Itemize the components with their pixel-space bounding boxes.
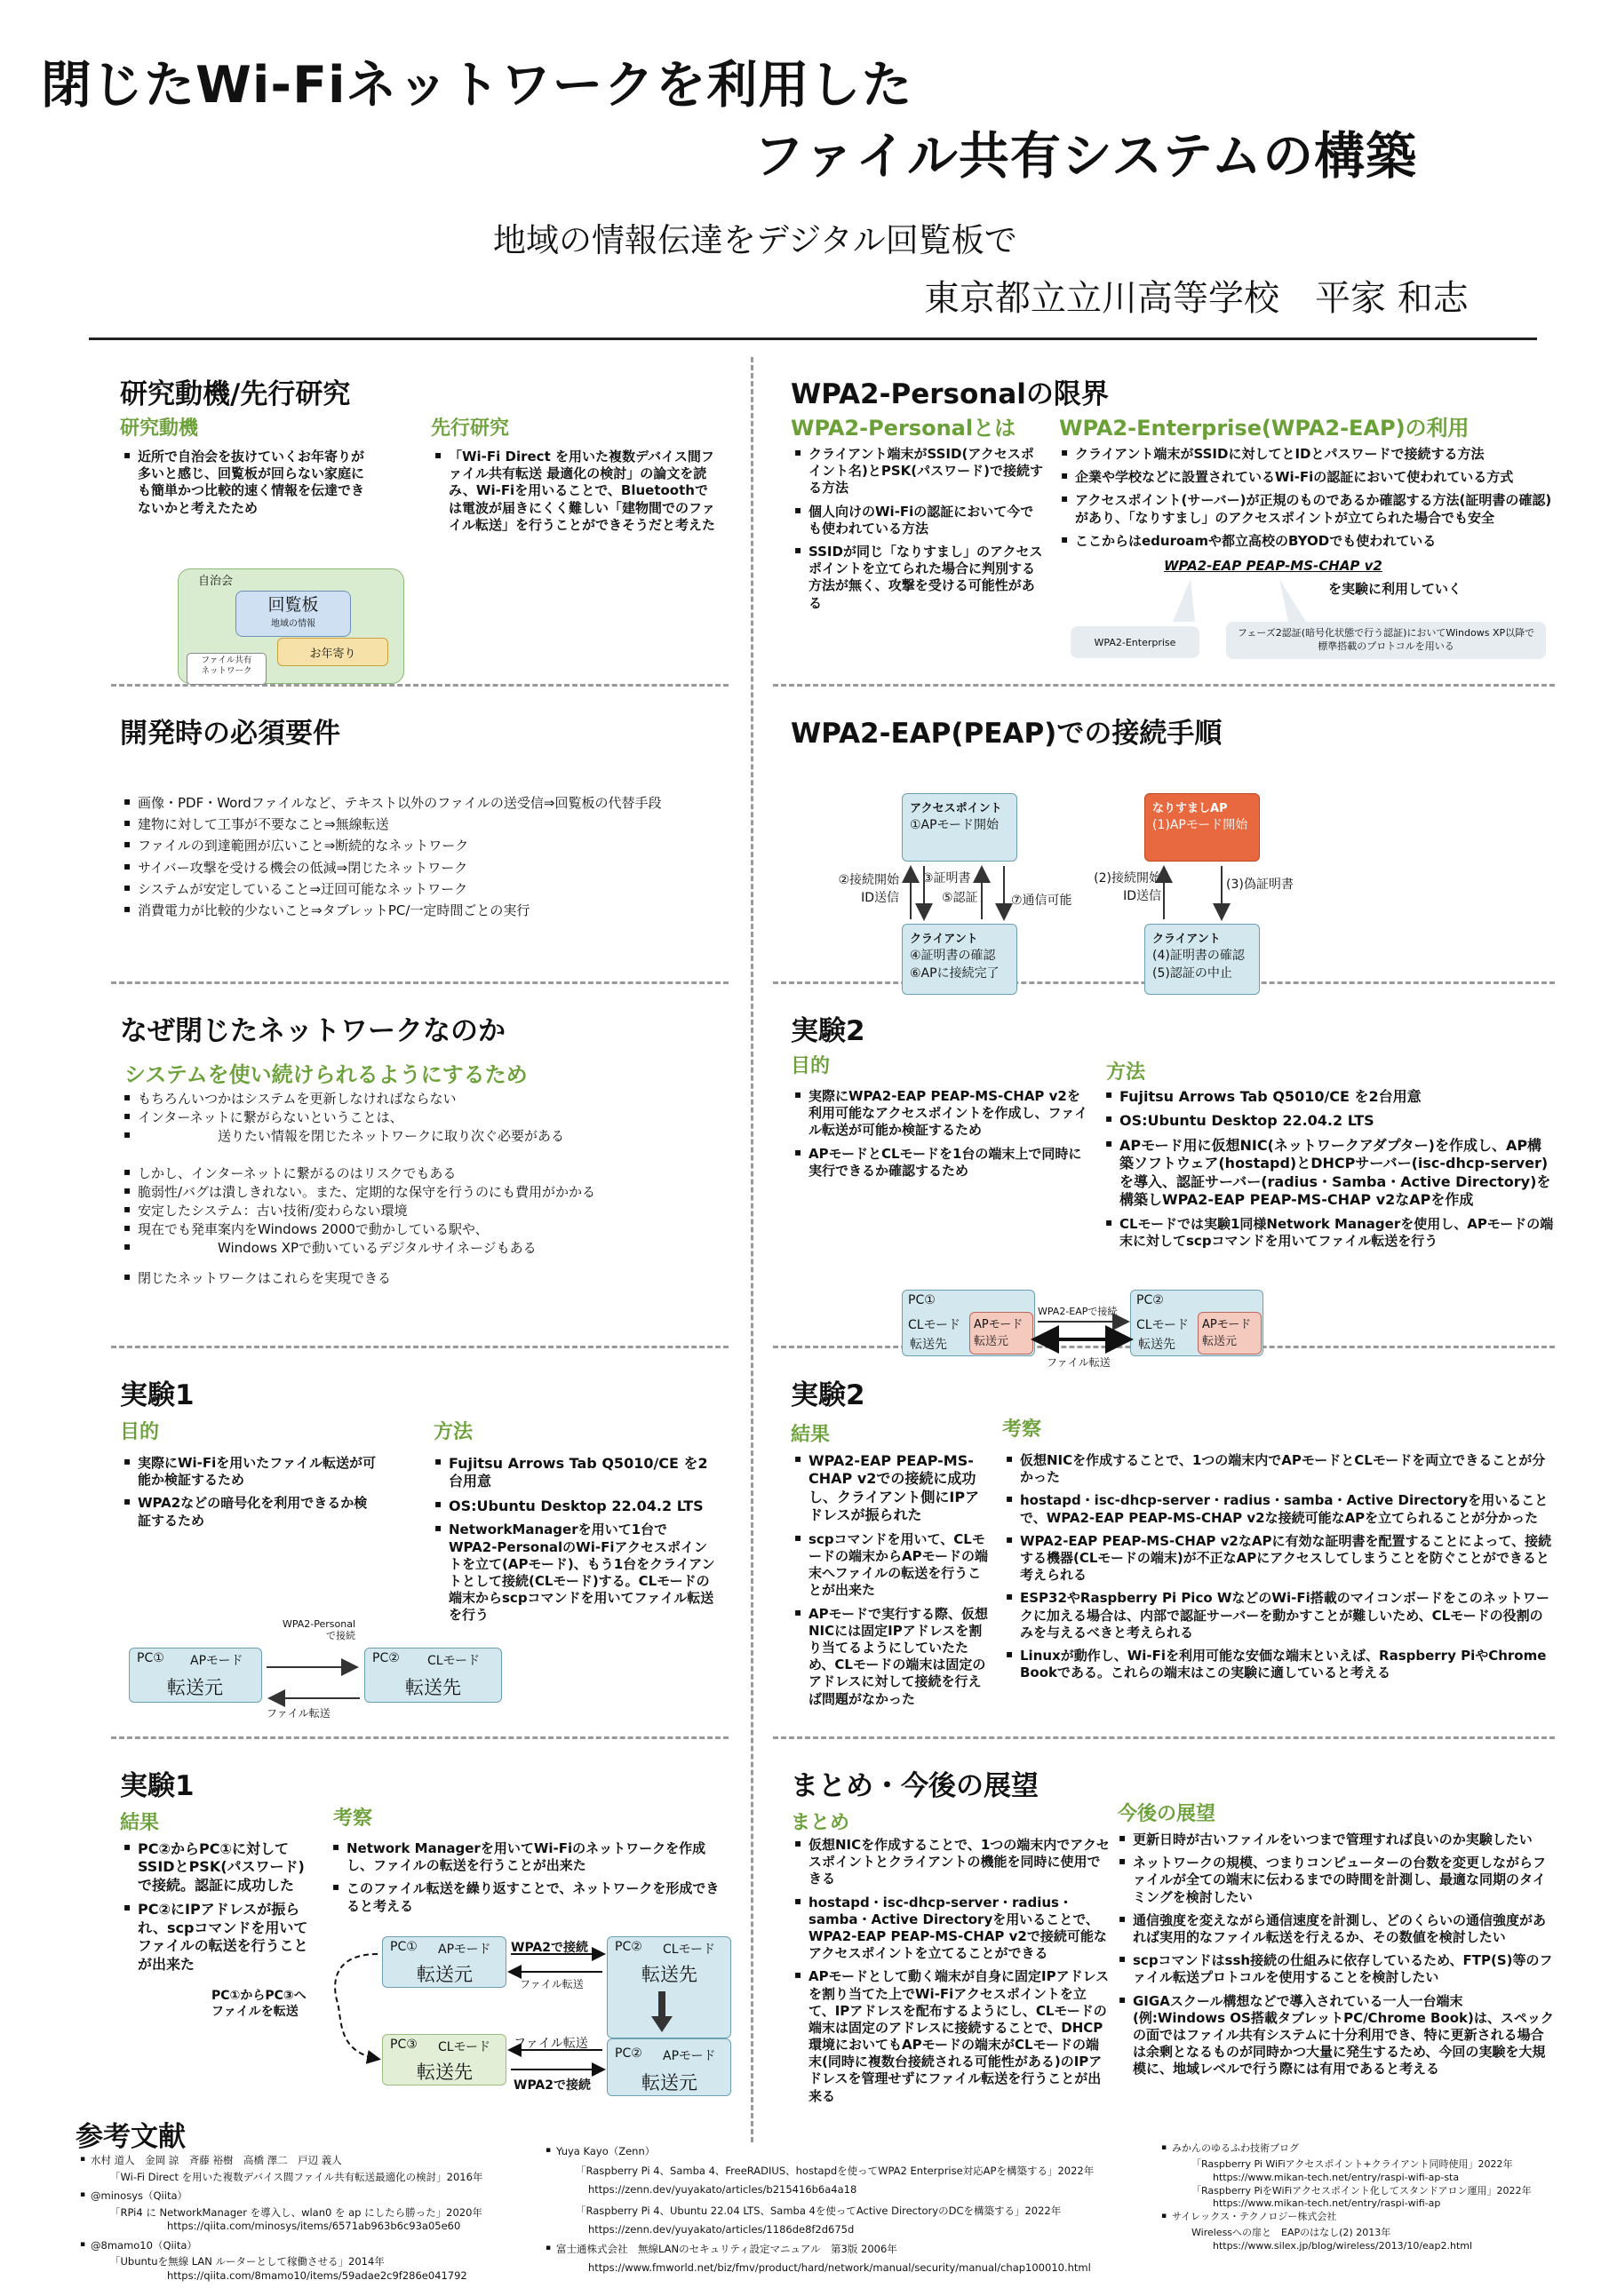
ref-line: 「Raspberry Pi 4、Ubuntu 22.04 LTS、Samba 4を使ってActive DirectoryのDCを構築する」2022年 [576,2204,1062,2217]
section-heading: なぜ閉じたネットワークなのか [120,1015,506,1047]
subheading: まとめ [791,1812,850,1834]
step7-label: ⑦通信可能 [1011,894,1072,908]
fake-step3-label: (3)偽証明書 [1226,878,1294,892]
list-item: ▪ scpコマンドはssh接続の仕組みに依存しているため、FTP(S)等のファイル転送プロトコルを使用することを検討したい [1115,1952,1555,1986]
list-item: ▪ scpコマンドを用いて、CLモードの端末からAPモードの端末へファイルの転送を行うことが出来た [791,1531,991,1600]
list-item: ▪ 仮想NICを作成することで、1つの端末内でアクセスポイントとクライアントの機能を同時に使用できる [791,1837,1111,1888]
disc-list [1002,1452,1555,1688]
callout-phase2: フェーズ2認証(暗号化状態で行う認証)においてWindows XP以降で標準搭載のプロトコルを用いる [1226,622,1546,659]
future-list [1115,1831,1555,2084]
purpose-list [120,1455,378,1536]
ft-label: ファイル転送 [514,2037,588,2051]
result-list [791,1452,991,1714]
ref-line: 「RPi4 に NetworkManager を導入し、wlan0 を ap にしたら勝った」2020年 [110,2205,482,2219]
list-item: ▪ ESP32やRaspberry Pi Pico WなどのWi-Fi搭載のマイコンボードをこのネットワークに加える場合は、内部で認証サーバーを動かすことが難しいため、CLモードの役割のみを与えるべきと考えられる [1002,1590,1555,1641]
ref-item: ▪ サイレックス・テクノロジー株式会社 [1159,2211,1568,2224]
ref-line: 「Raspberry Pi 4、Samba 4、FreeRADIUS、hostapdを使ってWPA2 Enterprise対応APを構築する」2022年 [576,2164,1095,2177]
refs-col2 [544,2145,1183,2276]
ref-item: ▪ 富士通株式会社 無線LANのセキュリティ設定マニュアル 第3版 2006年 [544,2243,1183,2257]
section-heading: 研究動機/先行研究 [120,378,351,410]
list-item: ▪ 安定したシステム：古い技術/変わらない環境 [120,1203,724,1220]
ref-line: 「Ubuntuを無線 LAN ルーターとして稼働させる」2014年 [110,2255,385,2268]
ref-line: Wirelessへの扉と EAPのはなし(2) 2013年 [1191,2227,1391,2239]
list-item: ▪ 閉じたネットワークはこれらを実現できる [120,1270,724,1287]
wpa-label: WPA2で接続 [514,2078,591,2093]
list-item: ▪ クライアント端末がSSID(アクセスポイント名)とPSK(パスワード)で接続する方法 [791,446,1044,497]
list-item: ▪ OS:Ubuntu Desktop 22.04.2 LTS [431,1498,715,1515]
disc-list [329,1840,724,1921]
list-item: ▪ Windows XPで動いているデジタルサイネージもある [120,1240,724,1257]
list-item: ▪ ネットワークの規模、つまりコンピューターの台数を変更しながらファイルが全ての端末に伝わるまでの時間を計測し、最適な同期のタイミングを検討したい [1115,1855,1555,1906]
subtitle: 地域の情報伝達をデジタル回覧板で [493,221,1017,259]
step2-label: ②接続開始 ID送信 [838,873,899,905]
ref-item: ▪ みかんのゆるふわ技術ブログ [1159,2142,1568,2156]
pc2-box: PC② CLモード 転送先 APモード 転送元 [1130,1290,1263,1356]
list-item: ▪ CLモードでは実験1同様Network Managerを使用し、APモードの端末に対してscpコマンドを用いてファイル転送を行う [1102,1216,1555,1250]
motive-list [120,449,373,523]
divider [111,1736,729,1739]
list-item: ▪ Fujitsu Arrows Tab Q5010/CE を2台用意 [1102,1088,1555,1106]
pc3-box: PC③ CLモード 転送先 [382,2034,506,2085]
list-item: ▪ APモードとCLモードを1台の端末上で同時に実行できるか確認するため [791,1146,1088,1180]
list-item: ▪ ファイルの到達範囲が広いこと⇒断続的なネットワーク [120,838,724,854]
subheading: システムを使い続けられるようにするため [124,1062,528,1087]
pc1-box: PC① APモード 転送元 [129,1648,262,1703]
divider [773,1736,1555,1739]
ref-url: https://www.mikan-tech.net/entry/raspi-wifi-ap-sta [1213,2171,1460,2183]
section-heading: 実験1 [120,1379,195,1411]
ref-url: https://www.fmworld.net/biz/fmv/product/hard/network/manual/security/manual/chap100010.html [588,2261,1091,2275]
pc2-ap-box: PC② APモード 転送元 [607,2038,731,2096]
ref-url: https://www.silex.jp/blog/wireless/2013/10/eap2.html [1213,2239,1473,2252]
client2-box: クライアント (4)証明書の確認 (5)認証の中止 [1144,924,1260,995]
purpose-list [791,1088,1088,1186]
fake-ap-box: なりすましAP (1)APモード開始 [1144,793,1260,862]
divider [111,1346,729,1348]
otoshiyori-box: お年寄り [277,638,388,666]
client-box: クライアント ④証明書の確認 ⑥APに接続完了 [902,924,1017,995]
list-item: ▪ 消費電力が比較的少ないこと⇒タブレットPC/一定時間ごとの実行 [120,902,724,919]
list-item: ▪ 企業や学校などに設置されているWi-Fiの認証において使われている方式 [1057,469,1564,486]
subheading: 先行研究 [431,417,510,440]
section-heading: WPA2-EAP(PEAP)での接続手順 [791,718,1223,750]
ref-line: 「Raspberry PiをWiFiアクセスポイント化してスタンドアロン運用」2022年 [1191,2184,1532,2197]
list-item: ▪ しかし、インターネットに繋がるのはリスクでもある [120,1165,724,1182]
requirements-list [120,795,724,924]
subheading: 結果 [120,1812,160,1834]
subheading: 考察 [333,1807,373,1830]
list-item: ▪ 実際にWPA2-EAP PEAP-MS-CHAP v2を利用可能なアクセスポイントを作成し、ファイル転送が可能か検証するため [791,1088,1088,1140]
enterprise-list [1057,446,1564,552]
list-item: ▪ WPA2-EAP PEAP-MS-CHAP v2なAPに有効な証明書を配置することによって、接続する機器(CLモードの端末)が不正なAPにアクセスしてしまうことを防ぐことができると考えられる [1002,1533,1555,1585]
ap-box: アクセスポイント ①APモード開始 [902,793,1017,862]
list-item: ▪ クライアント端末がSSIDに対してとIDとパスワードで接続する方法 [1057,446,1564,463]
list-item: ▪ 現在でも発車案内をWindows 2000で動かしている駅や、 [120,1221,724,1238]
list-item: ▪ 脆弱性/バグは潰しきれない。また、定期的な保守を行うのにも費用がかかる [120,1184,724,1201]
list-item: ▪ アクセスポイント(サーバー)が正規のものであるか確認する方法(証明書の確認)があり、「なりすまし」のアクセスポイントが立てられた場合でも安全 [1057,492,1564,526]
ft-label: ファイル転送 [520,1978,584,1990]
list-item: ▪ 送りたい情報を閉じたネットワークに取り次ぐ必要がある [120,1128,724,1145]
list-item: ▪ PC②にIPアドレスが振られ、scpコマンドを用いてファイルの転送を行うことが出来た [120,1901,311,1974]
list-item: ▪ hostapd・isc-dhcp-server・radius・samba・Active Directoryを用いることで、WPA2-EAP PEAP-MS-CHAP v2で接続可能なアクセスポイントを立てることができる [791,1895,1111,1963]
subheading: 目的 [791,1055,831,1077]
ref-url: https://www.mikan-tech.net/entry/raspi-wifi-ap [1213,2197,1441,2210]
ref-url: https://qiita.com/8mamo10/items/59adae2c9f286e041792 [167,2268,467,2282]
subheading: 結果 [791,1424,831,1446]
list-item: ▪ システムが安定していること⇒迂回可能なネットワーク [120,881,724,898]
title-line1: 閉じたWi-Fiネットワークを利用した [41,56,913,115]
list-item: ▪ 「Wi-Fi Direct を用いた複数デバイス間ファイル共有転送 最適化の検討」の論文を読み、Wi-Fiを用いることで、Bluetoothでは電波が届きにくく難しい「建物間でのファイル転送」を行うことができそうだと考えた [431,449,715,534]
list-item: ▪ PC②からPC①に対してSSIDとPSK(パスワード)で接続。認証に成功した [120,1840,311,1895]
subheading: WPA2-Personalとは [791,416,1016,441]
column-divider [751,357,753,2142]
list-item: ▪ WPA2-EAP PEAP-MS-CHAP v2での接続に成功し、クライアント側にIPアドレスが振られた [791,1452,991,1525]
ref-url: https://zenn.dev/yuyakato/articles/1186de8f2d675d [588,2223,855,2236]
subheading: 方法 [1106,1061,1146,1084]
list-item: ▪ hostapd・isc-dhcp-server・radius・samba・Active Directoryを用いることで、WPA2-EAP PEAP-MS-CHAP v2な接続可能なAPを立てられることが分かった [1002,1492,1555,1526]
wpa-label: WPA2で接続 [511,1941,588,1955]
subheading: 研究動機 [120,417,199,440]
list-item: ▪ ここからはeduroamや都立高校のBYODでも使われている [1057,533,1564,550]
pc1-box: PC① CLモード 転送先 APモード 転送元 [902,1290,1035,1356]
author: 東京都立立川高等学校 平家 和志 [924,278,1469,319]
why-list [120,1091,724,1291]
ref-item: ▪ @8mamo10（Qiita） [78,2239,540,2253]
ref-url: https://zenn.dev/yuyakato/articles/b215416b6a4a18 [588,2183,857,2197]
list-item: ▪ 実際にWi-Fiを用いたファイル転送が可能か検証するため [120,1455,378,1489]
wpa-label: WPA2-Personal で接続 [282,1618,355,1642]
ref-url: https://qiita.com/minosys/items/6571ab963b6c93a05e60 [167,2220,461,2233]
list-item: ▪ 建物に対して工事が不要なこと⇒無線転送 [120,816,724,833]
list-item: ▪ Fujitsu Arrows Tab Q5010/CE を2台用意 [431,1455,715,1491]
pc2-box: PC② CLモード 転送先 [364,1648,502,1703]
list-item: ▪ 近所で自治会を抜けていくお年寄りが多いと感じ、回覧板が回らない家庭にも簡単かつ比較的速く情報を伝達できないかと考えたため [120,449,373,517]
prior-list [431,449,715,540]
subheading: 方法 [434,1421,474,1443]
list-item: ▪ OS:Ubuntu Desktop 22.04.2 LTS [1102,1112,1555,1130]
list-item: ▪ WPA2などの暗号化を利用できるか検証するため [120,1495,378,1529]
subheading: 考察 [1002,1418,1042,1441]
result-list [120,1840,311,1980]
ref-item: ▪ @minosys（Qiita） [78,2189,540,2204]
wpa-label: WPA2-EAPで接続 [1038,1306,1118,1317]
section-heading: 実験2 [791,1379,865,1411]
fake-step2-label: (2)接続開始 ID送信 [1094,871,1161,903]
list-item: ▪ GIGAスクール構想などで導入されている一人一台端末(例:Windows OS搭載タブレットPC/Chrome Book)は、スペックの面ではファイル共有システムに十分利用でき、特に更新される場合は余剰となるものが同時かつ大量に発生するため、今回の実験を大規模に、地域レベルで行う際には有用であると考える [1115,1993,1555,2078]
callout-enterprise: WPA2-Enterprise [1071,626,1199,658]
step5-label: ⑤認証 [942,891,978,905]
section-heading: WPA2-Personalの限界 [791,378,1109,410]
title-line2: ファイル共有システムの構築 [753,127,1418,186]
subheading: 今後の展望 [1118,1803,1216,1825]
divider [111,981,729,984]
step3-label: ③証明書 [922,871,971,886]
method-list [1102,1088,1555,1256]
ft-label: ファイル転送 [267,1707,331,1720]
summary-list [791,1837,1111,2111]
divider [773,684,1555,687]
list-item: ▪ SSIDが同じ「なりすまし」のアクセスポイントを立てられた場合に判別する方法が無く、攻撃を受ける可能性がある [791,544,1044,612]
ref-item: ▪ 水村 道人 金岡 諒 斉藤 裕樹 高橋 澤二 戸辺 義人 [78,2154,540,2168]
pc2-box: PC② CLモード 転送先 [607,1936,731,2038]
list-item: ▪ 更新日時が古いファイルをいつまで管理すれば良いのか実験したい [1115,1831,1555,1848]
section-heading: 実験1 [120,1770,195,1802]
list-item: ▪ APモードで実行する際、仮想NICには固定IPアドレスを割り当てるようにしていたため、CLモードの端末は固定のアドレスに対して接続を行えば問題がなかった [791,1606,991,1708]
section-heading: 開発時の必須要件 [120,718,340,750]
list-item: ▪ もちろんいつかはシステムを更新しなければならない [120,1091,724,1108]
ref-line: 「Raspberry Pi WiFiアクセスポイント+クライアント同時使用」2022年 [1191,2157,1513,2170]
list-item: ▪ Linuxが動作し、Wi-Fiを利用可能な安価な端末といえば、Raspberry PiやChrome Bookである。これらの端末はこの実験に適していると考える [1002,1648,1555,1681]
kairanban-box: 回覧板 地域の情報 [235,591,351,637]
list-item: ▪ 仮想NICを作成することで、1つの端末内でAPモードとCLモードを両立できることが分かった [1002,1452,1555,1486]
refs-col3 [1159,2142,1568,2253]
list-item: ▪ APモード用に仮想NIC(ネットワークアダプター)を作成し、AP構築ソフトウェア(hostapd)とDHCPサーバー(isc-dhcp-server)を導入、認証サーバー(radius・Samba・Active Directory)を構築しWPA2-EAP PEAP-MS-CHAP v2なAPを作成 [1102,1137,1555,1210]
section-heading: 実験2 [791,1015,865,1047]
method-list [431,1455,715,1631]
refs-col1 [78,2154,540,2283]
subheading: 目的 [120,1421,160,1443]
list-item: ▪ 個人向けのWi-Fiの認証において今でも使われている方法 [791,504,1044,537]
pc1-box: PC① APモード 転送元 [382,1936,506,1988]
list-item: ▪ 画像・PDF・Wordファイルなど、テキスト以外のファイルの送受信⇒回覧板の代替手段 [120,795,724,812]
list-item: ▪ APモードとして動く端末が自身に固定IPアドレスを割り当てた上でWi-Fiアクセスポイントを立て、IPアドレスを配布するようにし、CLモードの端末は固定のアドレスに接続することで、DHCP環境においてもAPモードの端末がCLモードの端末(同時に複数台接続される可能性がある)のIPアドレスを管理せずにファイル転送を行うことが出来る [791,1968,1111,2105]
em-protocol: WPA2-EAP PEAP-MS-CHAP v2 [1164,558,1382,574]
personal-list [791,446,1044,618]
list-item: ▪ インターネットに繋がらないということは、 [120,1109,724,1126]
list-item: ▪ このファイル転送を繰り返すことで、ネットワークを形成できると考える [329,1880,724,1914]
list-item: ▪ NetworkManagerを用いて1台でWPA2-PersonalのWi-Fiアクセスポイントを立て(APモード)、もう1台をクライアントとして接続(CLモード)する。CLモードの端末からscpコマンドを用いてファイル転送を行う [431,1521,715,1624]
list-item: ▪ サイバー攻撃を受ける機会の低減⇒閉じたネットワーク [120,860,724,877]
ref-item: ▪ Yuya Kayo（Zenn） [544,2145,1183,2159]
ref-line: 「Wi-Fi Direct を用いた複数デバイス間ファイル共有転送最適化の検討」2016年 [110,2170,483,2183]
references-heading: 参考文献 [76,2121,186,2153]
jichikai-box: 自治会 [178,568,404,684]
list-item: ▪ 通信強度を変えながら通信速度を計測し、どのくらいの通信強度があれば実用的なファイル転送を行えるか、その数値を検討したい [1115,1912,1555,1946]
ft-label: ファイル転送 [1047,1356,1111,1369]
subheading: WPA2-Enterprise(WPA2-EAP)の利用 [1059,416,1470,441]
pc13-label: PC①からPC③へ ファイルを転送 [211,1989,307,2020]
section-heading: まとめ・今後の展望 [791,1770,1039,1802]
file-network-box: ファイル共有 ネットワーク [187,653,267,685]
title-rule [89,338,1537,340]
em-tail: を実験に利用していく [1328,581,1462,597]
list-item: ▪ Network Managerを用いてWi-Fiのネットワークを作成し、ファイルの転送を行うことが出来た [329,1840,724,1874]
